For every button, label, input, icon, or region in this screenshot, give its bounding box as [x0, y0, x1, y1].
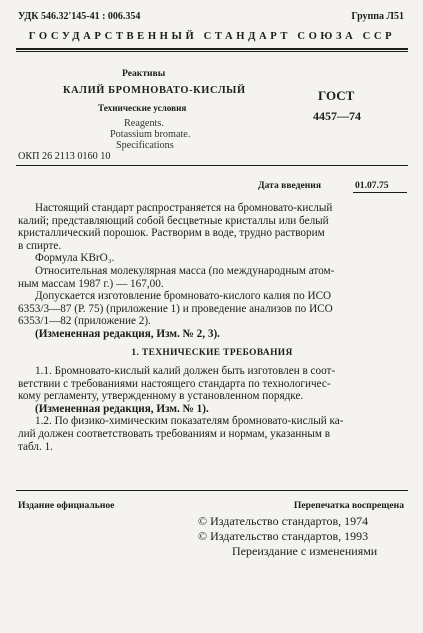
paragraph-scope: [18, 202, 406, 341]
gost-number: 4457—74: [313, 109, 361, 123]
edit-note: (Измененная редакция, Изм. № 1).: [35, 402, 209, 415]
footer-rule: [16, 490, 408, 491]
official-edition: Издание официальное: [18, 500, 115, 511]
group-code: Группа Л51: [351, 11, 404, 22]
title-english-3: Specifications: [116, 140, 174, 151]
text-line: в спирте.: [18, 239, 62, 252]
text-line: Допускается изготовление бромновато-кислого калия по ИСО: [35, 290, 332, 303]
copyright-1974: © Издательство стандартов, 1974: [198, 514, 369, 528]
section-title: 1. ТЕХНИЧЕСКИЕ ТРЕБОВАНИЯ: [131, 348, 293, 358]
formula-line: Формула KBrO₃.: [35, 252, 115, 265]
state-standard-banner: ГОСУДАРСТВЕННЫЙ СТАНДАРТ СОЮЗА ССР: [28, 31, 396, 42]
text-line: ветствии с требованиями настоящего стандарта по технологичес-: [18, 377, 331, 390]
reprint-notice: Перепечатка воспрещена: [293, 500, 404, 511]
text-line: 1.2. По физико-химическим показателям бромновато-кислый ка-: [35, 415, 344, 428]
edit-note: (Измененная редакция, Изм. № 2, 3).: [35, 327, 220, 340]
date-label: Дата введения: [258, 180, 322, 191]
title-english-1: Reagents.: [124, 118, 164, 129]
title-english-2: Potassium bromate.: [110, 129, 191, 140]
text-line: Относительная молекулярная масса (по международным атом-: [35, 264, 335, 277]
header-rule-thick: [16, 48, 408, 50]
date-value: 01.07.75: [355, 180, 389, 191]
text-line: табл. 1.: [18, 440, 53, 453]
text-line: 6353/1—82 (приложение 2).: [18, 315, 151, 328]
title-subtitle: Технические условия: [98, 103, 187, 113]
title-name: КАЛИЙ БРОМНОВАТО-КИСЛЫЙ: [63, 85, 246, 96]
okp-code: ОКП 26 2113 0160 10: [18, 151, 111, 162]
text-line: 6353/3—87 (Р. 75) (приложение 1) и проведение анализов по ИСО: [18, 302, 333, 315]
udk-code: УДК 546.32'145-41 : 006.354: [18, 11, 141, 22]
text-line: ным массам 1987 г.) — 167,00.: [18, 277, 164, 290]
date-underline: [353, 192, 407, 193]
header-rule-thin: [16, 51, 408, 52]
gost-label: ГОСТ: [318, 88, 355, 103]
text-line: кристаллический порошок. Растворим в воде, трудно растворим: [18, 227, 325, 240]
text-line: калий; представляющий собой бесцветные кристаллы или белый: [18, 214, 329, 227]
paragraph-section-1: [18, 365, 406, 453]
text-line: кому регламенту, утвержденному в установленном порядке.: [18, 390, 304, 403]
title-rule: [16, 165, 408, 166]
text-line: Настоящий стандарт распространяется на бромновато-кислый: [35, 202, 333, 214]
title-category: Реактивы: [122, 68, 166, 79]
text-line: лий должен соответствовать требованиям и нормам, указанным в: [18, 427, 331, 440]
copyright-1993: © Издательство стандартов, 1993: [198, 529, 369, 543]
reissue-note: Переиздание с изменениями: [232, 544, 378, 558]
text-line: 1.1. Бромновато-кислый калий должен быть изготовлен в соот-: [35, 365, 336, 377]
